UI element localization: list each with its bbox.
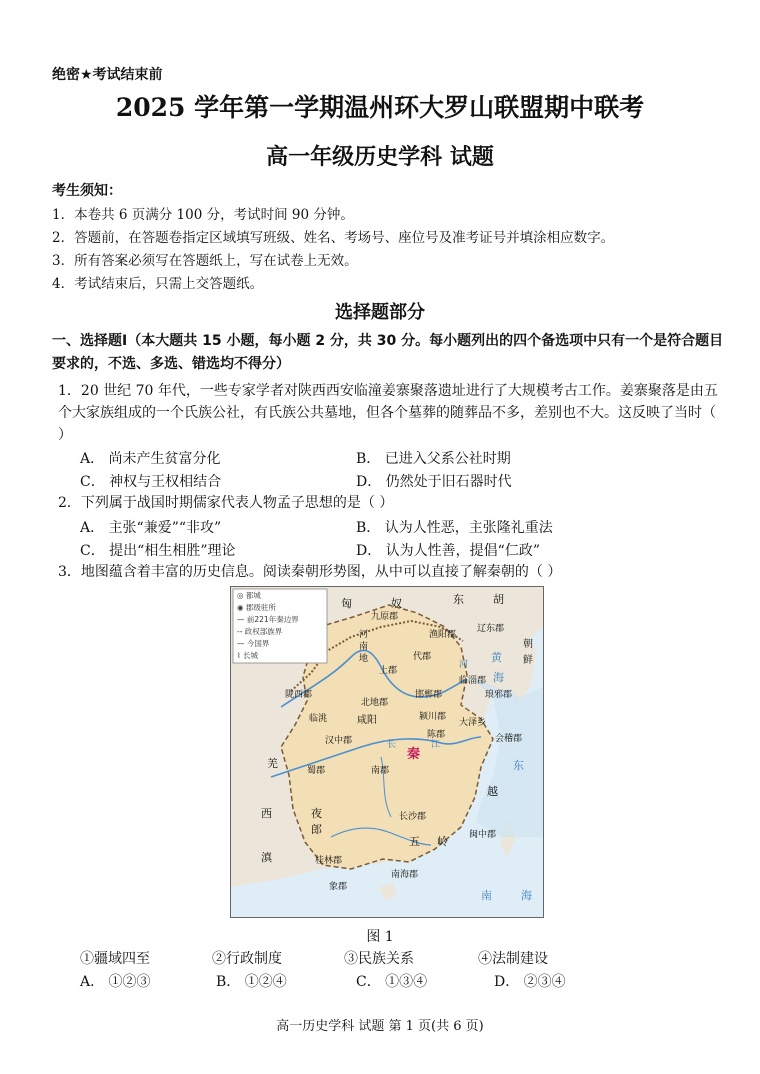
label-linzi: 临淄郡: [459, 676, 487, 686]
exam-title: 2025 学年第一学期温州环大罗山联盟期中联考: [115, 93, 645, 122]
question-3-item-4: ④法制建设: [478, 951, 548, 967]
label-hu: 胡: [493, 593, 504, 606]
question-2-option-d: D． 认为人性善，提倡“仁政”: [356, 543, 540, 559]
notice-item: 3．所有答案必须写在答题纸上，写在试卷上无效。: [52, 253, 358, 269]
confidential-label: 绝密★考试结束前: [52, 67, 163, 83]
part-heading: 一、选择题Ⅰ（本大题共 15 小题，每小题 2 分，共 30 分。每小题列出的四个备选项中只有一个是符合题目要求的，不选、多选、错选均不得分）: [52, 333, 724, 372]
label-yue: 越: [487, 785, 498, 798]
question-2-option-b: B． 认为人性恶，主张隆礼重法: [356, 520, 553, 536]
label-chao: 朝: [523, 639, 533, 650]
question-2-option-c: C． 提出“相生相胜”理论: [80, 543, 236, 559]
label-beidi: 北地郡: [361, 698, 389, 708]
label-nan-sea: 南: [481, 889, 492, 902]
label-changsha: 长沙郡: [399, 812, 427, 822]
legend-qin-border: — 前221年秦边界: [237, 615, 299, 624]
label-he: 河: [359, 630, 369, 640]
label-di: 地: [359, 654, 369, 664]
section-heading: 选择题部分: [335, 302, 425, 323]
label-nanhai: 南海郡: [391, 870, 419, 880]
label-yingchuan: 颍川郡: [419, 712, 447, 722]
question-1-option-c: C． 神权与王权相结合: [80, 474, 222, 490]
figure-caption: 图 1: [366, 929, 394, 945]
label-nu: 奴: [391, 597, 402, 610]
label-minzhong: 闽中郡: [469, 830, 497, 840]
notice-heading: 考生须知：: [52, 183, 122, 199]
label-dong-sea: 东: [513, 759, 524, 772]
label-liaodong: 辽东郡: [477, 624, 505, 634]
question-3-item-3: ③民族关系: [344, 951, 414, 967]
question-3-item-2: ②行政制度: [212, 951, 282, 967]
label-huang: 黄: [491, 651, 502, 664]
label-chang: 长: [387, 740, 397, 750]
question-3-option-c: C． ①③④: [356, 974, 428, 990]
label-xi: 西: [261, 807, 272, 820]
label-dian: 滇: [261, 851, 272, 864]
label-daijun: 代郡: [413, 652, 432, 662]
label-hai-sea: 海: [521, 889, 532, 902]
label-xianyang: 咸阳: [357, 715, 377, 726]
page-footer: 高一历史学科 试题 第 1 页(共 6 页): [276, 1019, 484, 1034]
label-wu: 五: [409, 835, 420, 848]
label-longxi: 陇西郡: [285, 690, 313, 700]
label-kuaiji: 会稽郡: [495, 734, 523, 744]
label-hai: 海: [493, 671, 504, 684]
notice-item: 1．本卷共 6 页满分 100 分，考试时间 90 分钟。: [52, 207, 354, 223]
label-dazexiang: 大泽乡: [459, 718, 487, 728]
label-xiangjun: 象郡: [329, 882, 348, 892]
label-jiang: 江: [431, 740, 441, 750]
exam-subtitle: 高一年级历史学科 试题: [266, 144, 494, 170]
legend-great-wall: ⌇ 长城: [237, 651, 259, 660]
question-1-text: 1．20 世纪 70 年代，一些专家学者对陕西西安临潼姜寨聚落遗址进行了大规模考古工作。姜寨聚落是由五个大家族组成的一个氏族公社，有氏族公共墓地，但各个墓葬的随葬品不多，差别也不大。这反映了当时（ ）: [58, 383, 718, 443]
label-qiang: 羌: [267, 757, 278, 770]
legend-commandery: ◉ 郡级驻所: [237, 603, 276, 612]
label-chenjun: 陈郡: [427, 730, 446, 740]
question-2-stem: 2．下列属于战国时期儒家代表人物孟子思想的是（ ）: [58, 495, 394, 511]
hainan-land: [379, 883, 397, 901]
label-lang: 郎: [311, 823, 322, 836]
question-1-option-a: A． 尚未产生贫富分化: [80, 451, 221, 467]
notice-item: 2．答题前，在答题卷指定区域填写班级、姓名、考场号、座位号及准考证号并填涂相应数字。: [52, 230, 615, 246]
question-3-option-a: A． ①②③: [80, 974, 151, 990]
question-1-option-d: D． 仍然处于旧石器时代: [356, 474, 512, 490]
question-3-item-1: ①疆域四至: [80, 951, 150, 967]
question-2-option-a: A． 主张“兼爱”“非攻”: [80, 520, 222, 536]
label-guilin: 桂林郡: [315, 856, 343, 866]
label-xiong: 匈: [341, 597, 352, 610]
question-1-stem: [58, 380, 718, 446]
question-3-stem: 3．地图蕴含着丰富的历史信息。阅读秦朝形势图，从中可以直接了解秦朝的（ ）: [58, 564, 562, 580]
label-nanjun: 南郡: [371, 766, 390, 776]
label-hanzhong: 汉中郡: [325, 736, 353, 746]
legend-national-border: — 今国界: [237, 639, 270, 648]
label-he-river: 河: [459, 660, 469, 670]
label-shujun: 蜀郡: [307, 766, 326, 776]
label-handan: 邯郸郡: [415, 690, 443, 700]
label-ling: 岭: [437, 835, 448, 848]
label-lintao: 临洮: [309, 714, 328, 724]
label-shangjun: 上郡: [379, 666, 398, 676]
label-yuyang: 渔阳郡: [429, 630, 457, 640]
legend-tribal-border: -- 政权部族界: [237, 627, 283, 636]
map-legend: [237, 590, 299, 662]
question-3-option-b: B． ①②④: [216, 974, 287, 990]
label-jiuyuan: 九原郡: [371, 612, 399, 622]
label-nan: 南: [359, 642, 369, 652]
notice-item: 4．考试结束后，只需上交答题纸。: [52, 276, 264, 292]
qin-dynasty-map: [230, 586, 544, 918]
label-xian: 鲜: [523, 655, 533, 666]
label-dong: 东: [453, 593, 464, 606]
legend-capital: ◎ 都城: [237, 591, 261, 600]
label-langya: 琅邪郡: [485, 690, 513, 700]
question-1-option-b: B． 已进入父系公社时期: [356, 451, 511, 467]
label-qin: 秦: [407, 747, 421, 762]
question-3-option-d: D． ②③④: [494, 974, 566, 990]
label-ye: 夜: [311, 807, 322, 820]
